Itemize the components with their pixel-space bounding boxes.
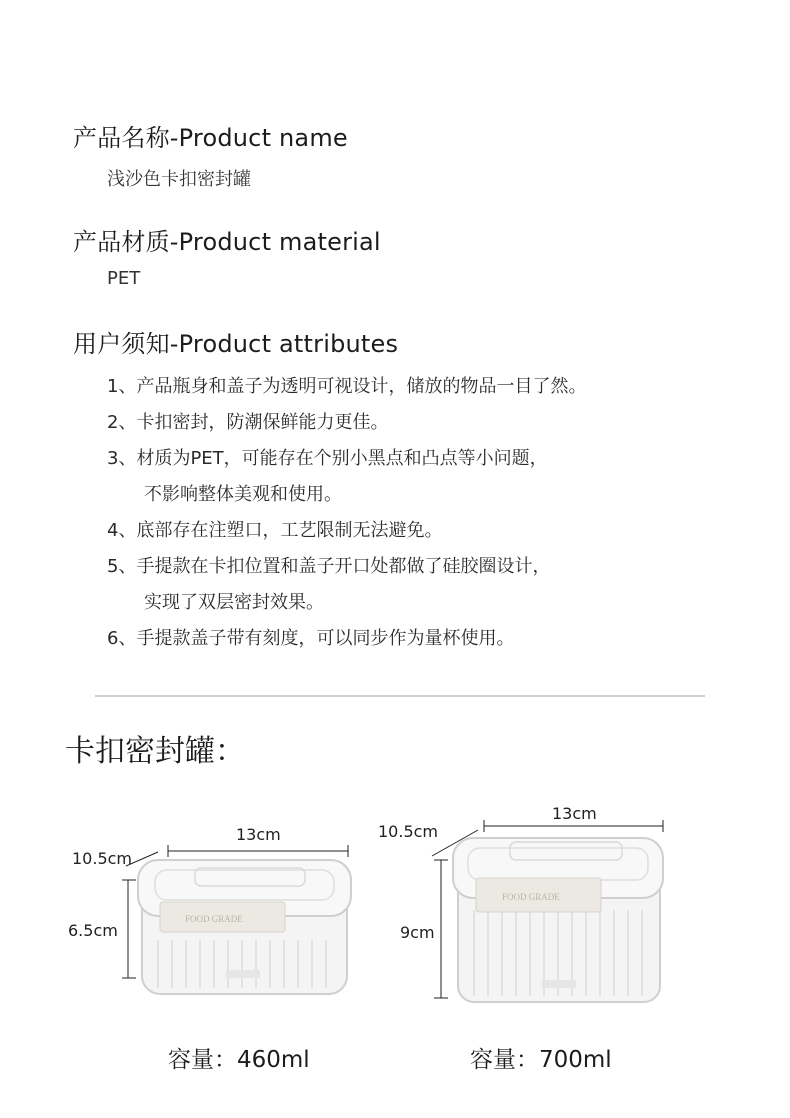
- product-material-value: PET: [107, 268, 141, 289]
- attribute-line: 1、产品瓶身和盖子为透明可视设计，储放的物品一目了然。: [107, 376, 587, 397]
- section-divider: [95, 695, 705, 697]
- attribute-line: 不影响整体美观和使用。: [144, 484, 342, 505]
- product-name-heading: 产品名称-Product name: [73, 124, 348, 152]
- jar-460-width-label: 13cm: [236, 825, 281, 844]
- jar-460ml-illustration: [60, 820, 360, 1000]
- lid-text: FOOD GRADE: [502, 892, 560, 902]
- jar-700-depth-label: 10.5cm: [378, 822, 439, 841]
- jar-700-capacity: 容量：700ml: [470, 1047, 612, 1073]
- jar-700-width-label: 13cm: [552, 804, 597, 823]
- jar-460-depth-label: 10.5cm: [72, 849, 133, 868]
- attribute-line: 6、手提款盖子带有刻度，可以同步作为量杯使用。: [107, 628, 515, 649]
- attribute-line: 实现了双层密封效果。: [144, 592, 324, 613]
- jar-700-height-label: 9cm: [400, 923, 435, 942]
- lid-text: FOOD GRADE: [185, 914, 243, 924]
- jar-460-capacity: 容量：460ml: [168, 1047, 310, 1073]
- attribute-line: 2、卡扣密封，防潮保鲜能力更佳。: [107, 412, 389, 433]
- attribute-line: 5、手提款在卡扣位置和盖子开口处都做了硅胶圈设计，: [107, 556, 551, 577]
- attribute-line: 3、材质为PET，可能存在个别小黑点和凸点等小问题，: [107, 448, 548, 469]
- product-attributes-heading: 用户须知-Product attributes: [73, 330, 399, 358]
- product-material-heading: 产品材质-Product material: [73, 228, 381, 256]
- product-section-title: 卡扣密封罐：: [65, 734, 245, 769]
- jar-460-height-label: 6.5cm: [68, 921, 118, 940]
- jar-700ml-illustration: [420, 810, 680, 1010]
- attribute-line: 4、底部存在注塑口，工艺限制无法避免。: [107, 520, 443, 541]
- product-name-value: 浅沙色卡扣密封罐: [107, 169, 251, 190]
